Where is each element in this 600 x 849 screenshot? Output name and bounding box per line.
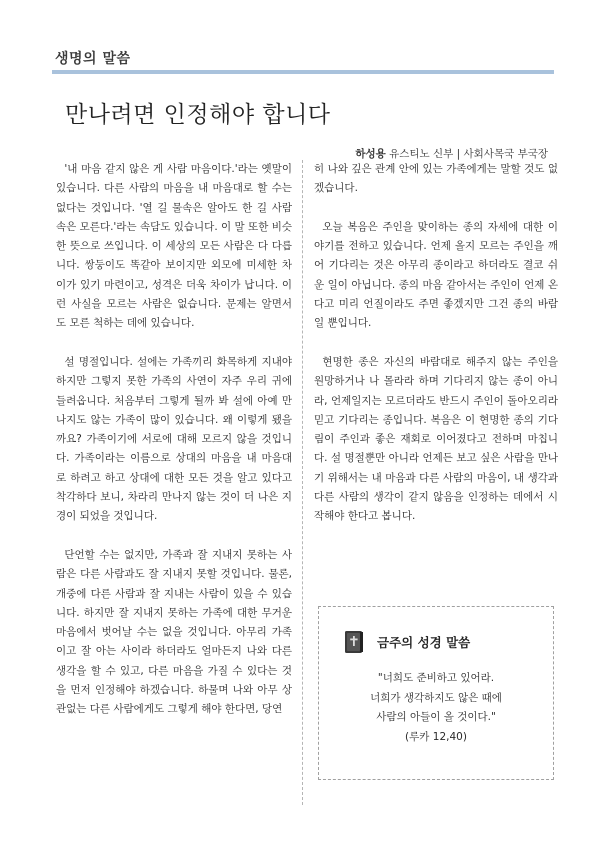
section-label: 생명의 말씀 [55,51,131,67]
paragraph: '내 마음 같지 않은 게 사람 마음이다.'라는 옛말이 있습니다. 다른 사람의 마음을 내 마음대로 할 수는 없다는 것입니다. '열 길 물속은 알아도 한 길 사람 속은 모른다.'라는 속담도 있습니다. 이 말 또한 비슷한 뜻으로 쓰입니다. 이 세상의 모든 사람은 다 다릅니다. 쌍둥이도 똑같아 보이지만 외모에 미세한 차이가 있기 마련이고, 성격은 더욱 차이가 납니다. 이런 사실을 모르는 사람은 없습니다. 문제는 알면서도 모른 척하는 데에 있습니다. [56,163,292,330]
paragraph: 오늘 복음은 주인을 맞이하는 종의 자세에 대한 이야기를 전하고 있습니다. 언제 올지 모르는 주인을 깨어 기다리는 것은 아무리 종이라고 하더라도 결코 쉬운 일이 아닙니다. 종의 마음 같아서는 주인이 언제 온다고 미리 언질이라도 주면 좋겠지만 그건 종의 바람일 뿐입니다. [314,220,558,330]
paragraph: 현명한 종은 자신의 바람대로 해주지 않는 주인을 원망하거나 나 몰라라 하며 기다리지 않는 종이 아니라, 언제일지는 모르더라도 반드시 주인이 돌아오리라 믿고 기다리는 종입니다. 복음은 이 현명한 종의 기다림이 주인과 좋은 재회로 이어졌다고 전하며 마칩니다. 설 명절뿐만 아니라 언제든 보고 싶은 사람을 만나기 위해서는 내 마음과 다른 사람의 마음이, 내 생각과 다른 사람의 생각이 같지 않음을 인정하는 데에서 시작해야 한다고 봅니다. [314,355,558,523]
header-rule [52,70,554,74]
paragraph: 히 나와 깊은 관계 안에 있는 가족에게는 말할 것도 없겠습니다. [314,163,558,195]
verse-reference: (루카 12,40) [405,730,467,743]
left-column [56,160,292,739]
verse-line: 사람의 아들이 올 것이다." [376,711,496,723]
byline [355,146,548,161]
weekly-verse-box [318,606,554,780]
verse-line: 너희가 생각하지도 않은 때에 [370,691,502,704]
author-role: 유스티노 신부 | 사회사목국 부국장 [389,148,548,160]
verse-heading: 금주의 성경 말씀 [377,635,471,650]
verse-line: "너희도 준비하고 있어라. [377,672,495,684]
column-divider [302,160,303,805]
author-name: 하성용 [355,148,386,160]
right-column [314,160,558,546]
article-title: 만나려면 인정해야 합니다 [65,102,331,128]
paragraph: 단언할 수는 없지만, 가족과 잘 지내지 못하는 사람은 다른 사람과도 잘 지내지 못할 것입니다. 물론, 개중에 다른 사람과 잘 지내는 사람이 있을 수 있습니다. 하지만 잘 지내지 못하는 가족에 대한 무거운 마음에서 벗어날 수는 없을 것입니다. 아무리 가족이고 잘 아는 사이라 하더라도 얼마든지 나와 다른 생각을 할 수 있고, 다른 마음을 가질 수 있다는 것을 먼저 인정해야 하겠습니다. 하물며 나와 아무 상관없는 다른 사람에게도 그렇게 해야 한다면, 당연 [56,548,292,716]
paragraph: 설 명절입니다. 설에는 가족끼리 화목하게 지내야 하지만 그렇지 못한 가족의 사연이 자주 우리 귀에 들려옵니다. 처음부터 그렇게 될까 봐 설에 아예 만나지도 않는 가족이 많이 있습니다. 왜 이렇게 됐을까요? 가족이기에 서로에 대해 모르지 않을 것입니다. 가족이라는 이름으로 상대의 마음을 내 마음대로 하려고 하고 상대에 대한 모든 것을 알고 있다고 착각하다 보니, 차라리 만나지 않는 것이 더 나은 지경이 되었을 것입니다. [56,355,292,523]
verse-text [319,669,553,747]
bible-icon [343,629,365,655]
